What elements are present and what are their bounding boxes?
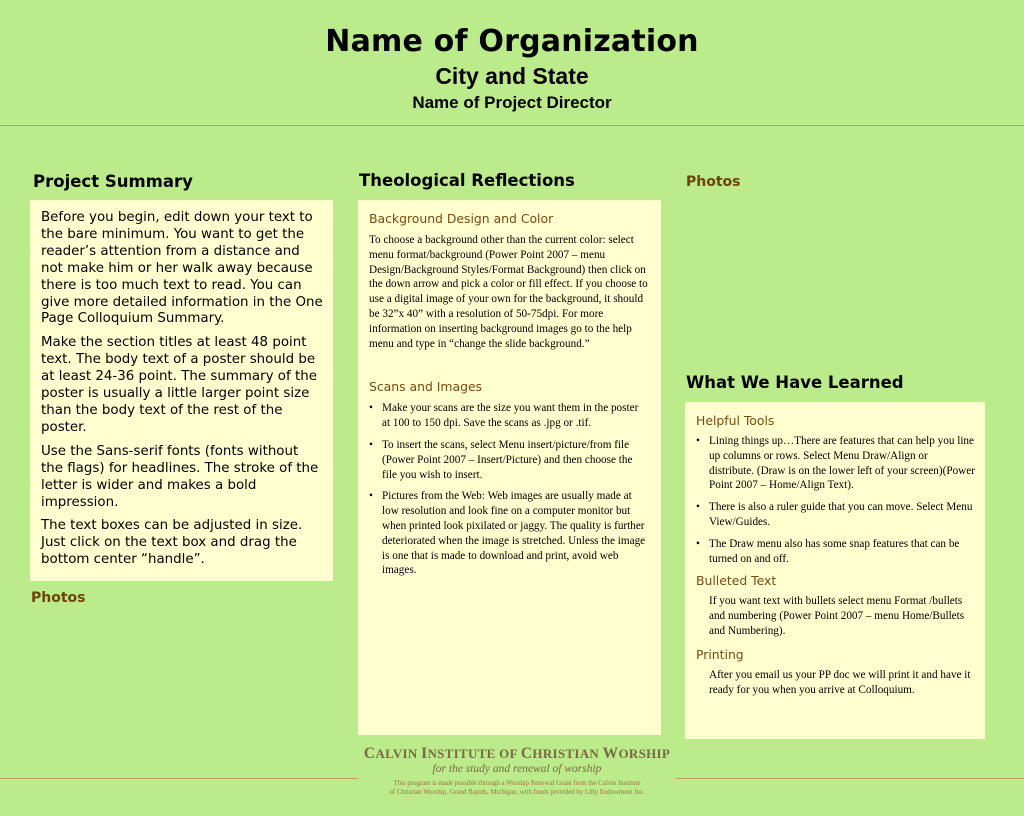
summary-paragraph: Make the section titles at least 48 point text. The body text of a poster should be at least 24-36 point. The summary of the poster is usually a little larger point size than the body text of the rest of the poster. — [41, 335, 317, 435]
calvin-institute-footer — [358, 745, 676, 797]
list-item: • Pictures from the Web: Web images are usually made at low resolution and look fine on a computer monitor but when printed look pixilated or jaggy. The quality is further deteriorated when the image is stretched. Unless the image is one that is made to download and print, avoid web images. — [369, 489, 649, 578]
printing-heading: Printing — [696, 646, 744, 662]
summary-paragraph: Use the Sans-serif fonts (fonts without the flags) for headlines. The stroke of the letter is wider and makes a bold impression. — [41, 443, 319, 510]
bulleted-text-heading: Bulleted Text — [696, 573, 777, 589]
tools-list — [696, 434, 975, 566]
spacer — [369, 351, 649, 379]
list-item: • The Draw menu also has some snap features that can be turned on and off. — [696, 537, 975, 567]
grant-credit — [358, 779, 676, 797]
project-summary-box[interactable] — [30, 200, 333, 581]
scans-list — [369, 401, 649, 578]
helpful-tools-heading: Helpful Tools — [696, 413, 775, 428]
list-item: • There is also a ruler guide that you can move. Select Menu View/Guides. — [696, 500, 975, 530]
institute-tagline: for the study and renewal of worship — [432, 763, 602, 775]
what-we-learned-title: What We Have Learned — [686, 373, 904, 392]
organization-name: Name of Organization — [325, 24, 699, 59]
theological-reflections-title: Theological Reflections — [359, 171, 575, 190]
what-we-learned-box[interactable] — [685, 402, 985, 739]
printing-body: After you email us your PP doc we will print it and have it ready for you when you arrive at Colloquium. — [709, 668, 971, 696]
bulleted-text-body: If you want text with bullets select menu Format /bullets and numbering (Power Point 2007 – menu Home/Bullets and Numbering). — [709, 595, 965, 637]
list-item: • Make your scans are the size you want them in the poster at 100 to 150 dpi. Save the scans as .jpg or .tif. — [369, 401, 649, 431]
project-director: Name of Project Director — [412, 93, 612, 112]
scans-images-heading: Scans and Images — [369, 379, 483, 395]
project-summary-title: Project Summary — [33, 172, 193, 191]
background-design-text: To choose a background other than the current color: select menu format/background (Power Point 2007 – menu Design/Background Styles/Format Background) then click on the down arrow and pick a color or fill effect. If you choose to use a digital image of your own for the background, it should be 32”x 40” with a resolution of 50-75dpi. For more information on inserting background images go to the help menu and type in “change the slide background.” — [369, 234, 648, 350]
list-item: • Lining things up…There are features that can help you line up columns or rows. Select Menu Draw/Align or distribute. (Draw is on the lower left of your screen)(Power Point 2007 – Home/Align Text). — [696, 434, 975, 493]
poster-header — [0, 0, 1024, 126]
city-and-state: City and State — [435, 63, 589, 89]
background-design-heading: Background Design and Color — [369, 211, 554, 226]
summary-paragraph: Before you begin, edit down your text to the bare minimum. You want to get the reader’s attention from a distance and not make him or her walk away because there is too much text to read. You can give more detailed information in the One Page Colloquium Summary. — [41, 210, 323, 327]
theological-reflections-box[interactable] — [358, 200, 661, 735]
summary-paragraph: The text boxes can be adjusted in size. Just click on the text box and drag the bottom center “handle”. — [41, 518, 303, 568]
list-item: • To insert the scans, select Menu insert/picture/from file (Power Point 2007 – Insert/Picture) and then choose the file you wish to insert. — [369, 438, 649, 482]
photos-label-left: Photos — [31, 590, 86, 606]
institute-name: CALVIN INSTITUTE OF CHRISTIAN WORSHIP — [363, 745, 671, 762]
footer-divider-left — [0, 778, 358, 779]
footer-divider-right — [676, 778, 1024, 779]
grant-credit-line: This program is made possible through a Worship Renewal Grant from the Calvin Institute — [393, 780, 641, 787]
grant-credit-line: of Christian Worship, Grand Rapids, Michigan, with funds provided by Lilly Endowment Inc. — [389, 789, 645, 796]
photos-label-right: Photos — [686, 174, 741, 190]
header-divider — [0, 125, 1024, 126]
